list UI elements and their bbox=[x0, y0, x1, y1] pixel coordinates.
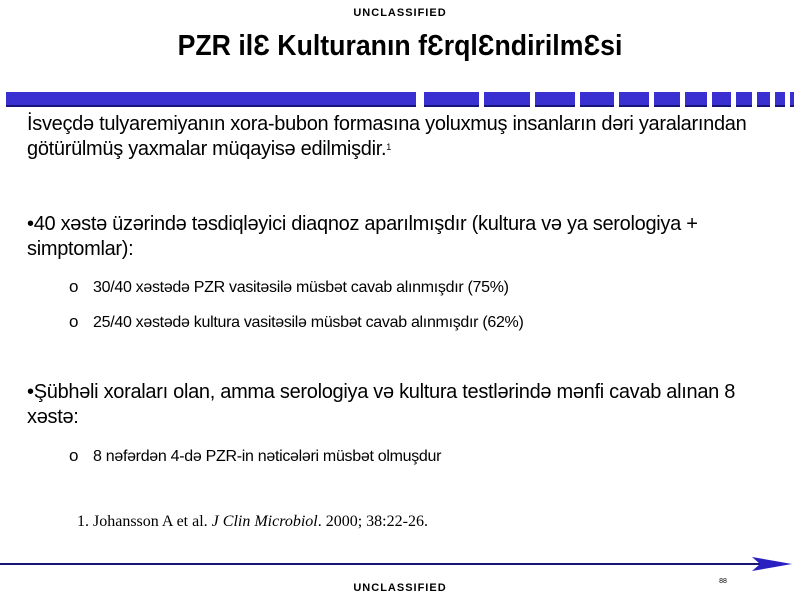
bullet-text: Şübhəli xoraları olan, amma serologiya və kultura testlərində mənfi cavab alınan 8 xəstə: bbox=[27, 381, 736, 428]
page-number: 88 bbox=[719, 578, 727, 585]
sub-bullet-marker: o bbox=[69, 277, 79, 296]
citation-details: . 2000; 38:22-26. bbox=[317, 513, 428, 530]
title-bar-block bbox=[484, 92, 530, 105]
sub-item-pcr-positive bbox=[69, 446, 769, 467]
footnote-marker: 1 bbox=[386, 142, 391, 152]
sub-item-culture-result bbox=[69, 312, 769, 333]
title-bar-main-segment bbox=[6, 92, 416, 105]
title-bar-main-shadow bbox=[6, 105, 416, 107]
sub-bullet-marker: o bbox=[69, 312, 79, 331]
citation-authors: 1. Johansson A et al. bbox=[77, 513, 212, 530]
title-bar-block bbox=[736, 92, 752, 105]
title-bar-block bbox=[775, 92, 785, 105]
title-bar-block bbox=[685, 92, 707, 105]
sub-item-pcr-result bbox=[69, 277, 769, 298]
title-bar-block-shadow bbox=[535, 105, 575, 107]
citation bbox=[77, 513, 428, 531]
title-bar-block bbox=[654, 92, 680, 105]
title-bar-block bbox=[619, 92, 649, 105]
title-bar-block-shadow bbox=[685, 105, 707, 107]
footer-rule-arrow bbox=[0, 555, 800, 575]
title-bar-block-shadow bbox=[484, 105, 530, 107]
bullet-text: 40 xəstə üzərində təsdiqləyici diaqnoz aparılmışdır (kultura və ya serologiya + simptomlar): bbox=[27, 213, 698, 260]
title-bar-block-shadow bbox=[654, 105, 680, 107]
title-bar-block bbox=[757, 92, 770, 105]
bullet-suspected-ulcers bbox=[27, 380, 767, 430]
sub-item-text: 30/40 xəstədə PZR vasitəsilə müsbət cavab alınmışdır (75%) bbox=[93, 279, 509, 296]
title-bar-block bbox=[535, 92, 575, 105]
title-bar-blocks bbox=[424, 92, 794, 107]
sub-bullet-marker: o bbox=[69, 446, 79, 465]
title-bar-block-shadow bbox=[712, 105, 731, 107]
intro-text: İsveçdə tulyaremiyanın xora-bubon formasına yoluxmuş insanların dəri yaralarından götürülmüş yaxmalar müqayisə edilmişdir. bbox=[27, 113, 747, 160]
classification-bottom: UNCLASSIFIED bbox=[353, 582, 447, 594]
bullet-confirmed-diagnosis bbox=[27, 212, 767, 262]
title-bar-block-shadow bbox=[790, 105, 794, 107]
title-bar-block bbox=[712, 92, 731, 105]
bullet-dot: • bbox=[27, 213, 34, 235]
title-bar-block-shadow bbox=[424, 105, 479, 107]
classification-top: UNCLASSIFIED bbox=[353, 7, 447, 19]
sub-item-text: 25/40 xəstədə kultura vasitəsilə müsbət cavab alınmışdır (62%) bbox=[93, 314, 524, 331]
title-bar-block bbox=[424, 92, 479, 105]
title-bar-block bbox=[580, 92, 614, 105]
intro-paragraph bbox=[27, 112, 767, 162]
slide-title: PZR ilƐ Kulturanın fƐrqlƐndirilmƐsi bbox=[177, 30, 623, 62]
title-bar-block-shadow bbox=[775, 105, 785, 107]
bullet-dot: • bbox=[27, 381, 34, 403]
sub-item-text: 8 nəfərdən 4-də PZR-in nəticələri müsbət olmuşdur bbox=[93, 448, 442, 465]
title-bar-block bbox=[790, 92, 794, 105]
title-underline-bar bbox=[6, 92, 794, 107]
footer-rule-line bbox=[0, 563, 760, 565]
title-bar-block-shadow bbox=[580, 105, 614, 107]
citation-journal: J Clin Microbiol bbox=[211, 513, 318, 530]
title-bar-block-shadow bbox=[736, 105, 752, 107]
title-bar-block-shadow bbox=[757, 105, 770, 107]
title-bar-block-shadow bbox=[619, 105, 649, 107]
